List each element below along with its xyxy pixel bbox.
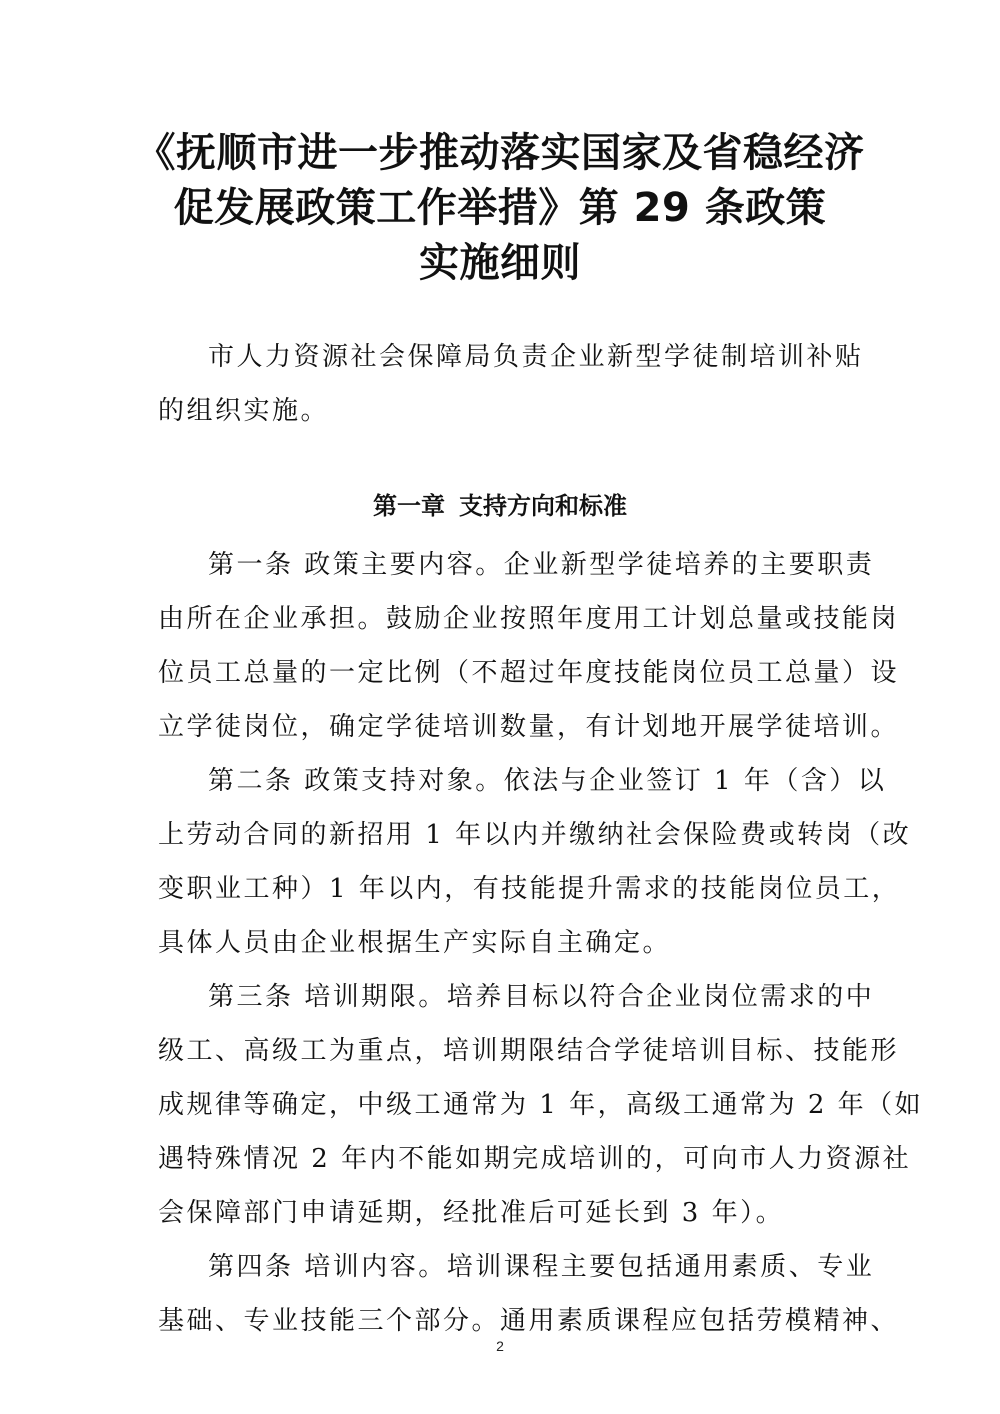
chapter-body — [158, 538, 924, 1348]
paragraph-line: 成规律等确定，中级工通常为 1 年，高级工通常为 2 年（如 — [158, 1090, 924, 1120]
chapter-name: 支持方向和标准 — [459, 492, 627, 520]
paragraph-line: 上劳动合同的新招用 1 年以内并缴纳社会保险费或转岗（改 — [158, 820, 912, 850]
article-2 — [158, 754, 912, 970]
document-title — [0, 126, 1000, 291]
paragraph-line: 具体人员由企业根据生产实际自主确定。 — [158, 928, 672, 958]
paragraph-line: 第四条 培训内容。培训课程主要包括通用素质、专业 — [208, 1252, 875, 1282]
title-line: 实施细则 — [419, 240, 581, 286]
paragraph-line: 第三条 培训期限。培养目标以符合企业岗位需求的中 — [208, 982, 875, 1012]
title-line: 《抚顺市进一步推动落实国家及省稳经济 — [135, 130, 865, 176]
article-3 — [158, 970, 924, 1240]
intro-paragraph — [158, 330, 864, 438]
paragraph-line: 立学徒岗位，确定学徒培训数量，有计划地开展学徒培训。 — [158, 712, 900, 742]
paragraph-line: 位员工总量的一定比例（不超过年度技能岗位员工总量）设 — [158, 658, 900, 688]
paragraph-line: 第二条 政策支持对象。依法与企业签订 1 年（含）以 — [208, 766, 887, 796]
title-line: 促发展政策工作举措》第 29 条政策 — [173, 185, 827, 231]
article-1 — [158, 538, 900, 754]
page-number: 2 — [496, 1338, 504, 1354]
paragraph-line: 第一条 政策主要内容。企业新型学徒培养的主要职责 — [208, 550, 875, 580]
paragraph-line: 的组织实施。 — [158, 396, 330, 426]
paragraph-line: 市人力资源社会保障局负责企业新型学徒制培训补贴 — [208, 342, 864, 372]
paragraph-line: 级工、高级工为重点，培训期限结合学徒培训目标、技能形 — [158, 1036, 900, 1066]
paragraph-line: 遇特殊情况 2 年内不能如期完成培训的，可向市人力资源社 — [158, 1144, 912, 1174]
article-4 — [158, 1240, 900, 1348]
paragraph-line: 由所在企业承担。鼓励企业按照年度用工计划总量或技能岗 — [158, 604, 900, 634]
paragraph-line: 基础、专业技能三个部分。通用素质课程应包括劳模精神、 — [158, 1306, 900, 1336]
paragraph-line: 变职业工种）1 年以内，有技能提升需求的技能岗位员工， — [158, 874, 901, 904]
chapter-heading — [0, 486, 1000, 526]
paragraph-line: 会保障部门申请延期，经批准后可延长到 3 年）。 — [158, 1198, 785, 1228]
chapter-number: 第一章 — [373, 492, 445, 520]
